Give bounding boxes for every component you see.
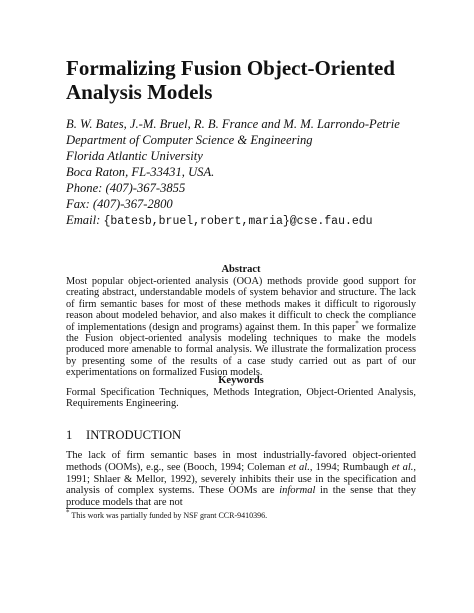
keywords-text: Formal Specification Techniques, Methods Integration, Object-Oriented Analysis, Requirements Engineering. (66, 387, 416, 410)
abstract-footnote-mark: * (355, 319, 359, 328)
author-block (66, 116, 436, 230)
section-title: INTRODUCTION (86, 428, 182, 442)
intro-text-1: The lack of firm semantic bases in most industrially-favored object-oriented methods (OOMs), e.g., see (Booch, 1994; Coleman (66, 450, 416, 473)
intro-text-3: , 1991; Shlaer & Mellor, 1992), severely inhibits their use in the specification and analysis of complex systems. These OOMs are (66, 461, 417, 497)
author-department: Department of Computer Science & Engineering (66, 133, 313, 147)
author-university: Florida Atlantic University (66, 149, 203, 163)
abstract-text-part2: we formalize the Fusion object-oriented analysis modeling techniques to make the models produced more amenable to formal analysis. We illustrate the formalization process by presenting some of the results of a case study carried out as part of our experimentations on formalized Fusion models. (66, 321, 416, 379)
keywords-heading: Keywords (218, 375, 264, 386)
abstract-text (66, 276, 416, 379)
section-number: 1 (66, 428, 73, 442)
section-heading-introduction (66, 428, 416, 443)
footnote-rule (66, 508, 148, 509)
author-phone: Phone: (407)-367-3855 (66, 181, 186, 195)
author-email-line (66, 212, 436, 230)
author-fax: Fax: (407)-367-2800 (66, 197, 173, 211)
introduction-paragraph (66, 450, 416, 509)
intro-text-4: in the sense that they produce models that are not (66, 485, 416, 509)
abstract-heading: Abstract (221, 264, 261, 275)
intro-etal-1: et al. (288, 461, 310, 473)
paper-title: Formalizing Fusion Object-Oriented Analysis Models (66, 56, 395, 104)
abstract-text-part1: Most popular object-oriented analysis (OOA) methods provide good support for creating abstract, understandable models of system behavior and structure. The lack of firm semantic bases for most of these methods makes it difficult to rigorously reason about modeled behavior, and also makes it difficult to check the compliance of implementations (design and programs) against them. In this paper (66, 276, 416, 333)
intro-text-2: , 1994; Rumbaugh (309, 461, 392, 473)
intro-informal: informal (279, 485, 316, 497)
author-names: B. W. Bates, J.-M. Bruel, R. B. France and M. M. Larrondo-Petrie (66, 117, 400, 131)
footnote-mark: * (66, 508, 70, 517)
footnote-text: This work was partially funded by NSF grant CCR-9410396. (69, 511, 268, 520)
email-label: Email: (66, 213, 104, 227)
footnote (66, 508, 416, 521)
author-city: Boca Raton, FL-33431, USA. (66, 165, 215, 179)
email-address: {batesb,bruel,robert,maria}@cse.fau.edu (103, 215, 373, 228)
intro-etal-2: et al. (391, 461, 414, 473)
